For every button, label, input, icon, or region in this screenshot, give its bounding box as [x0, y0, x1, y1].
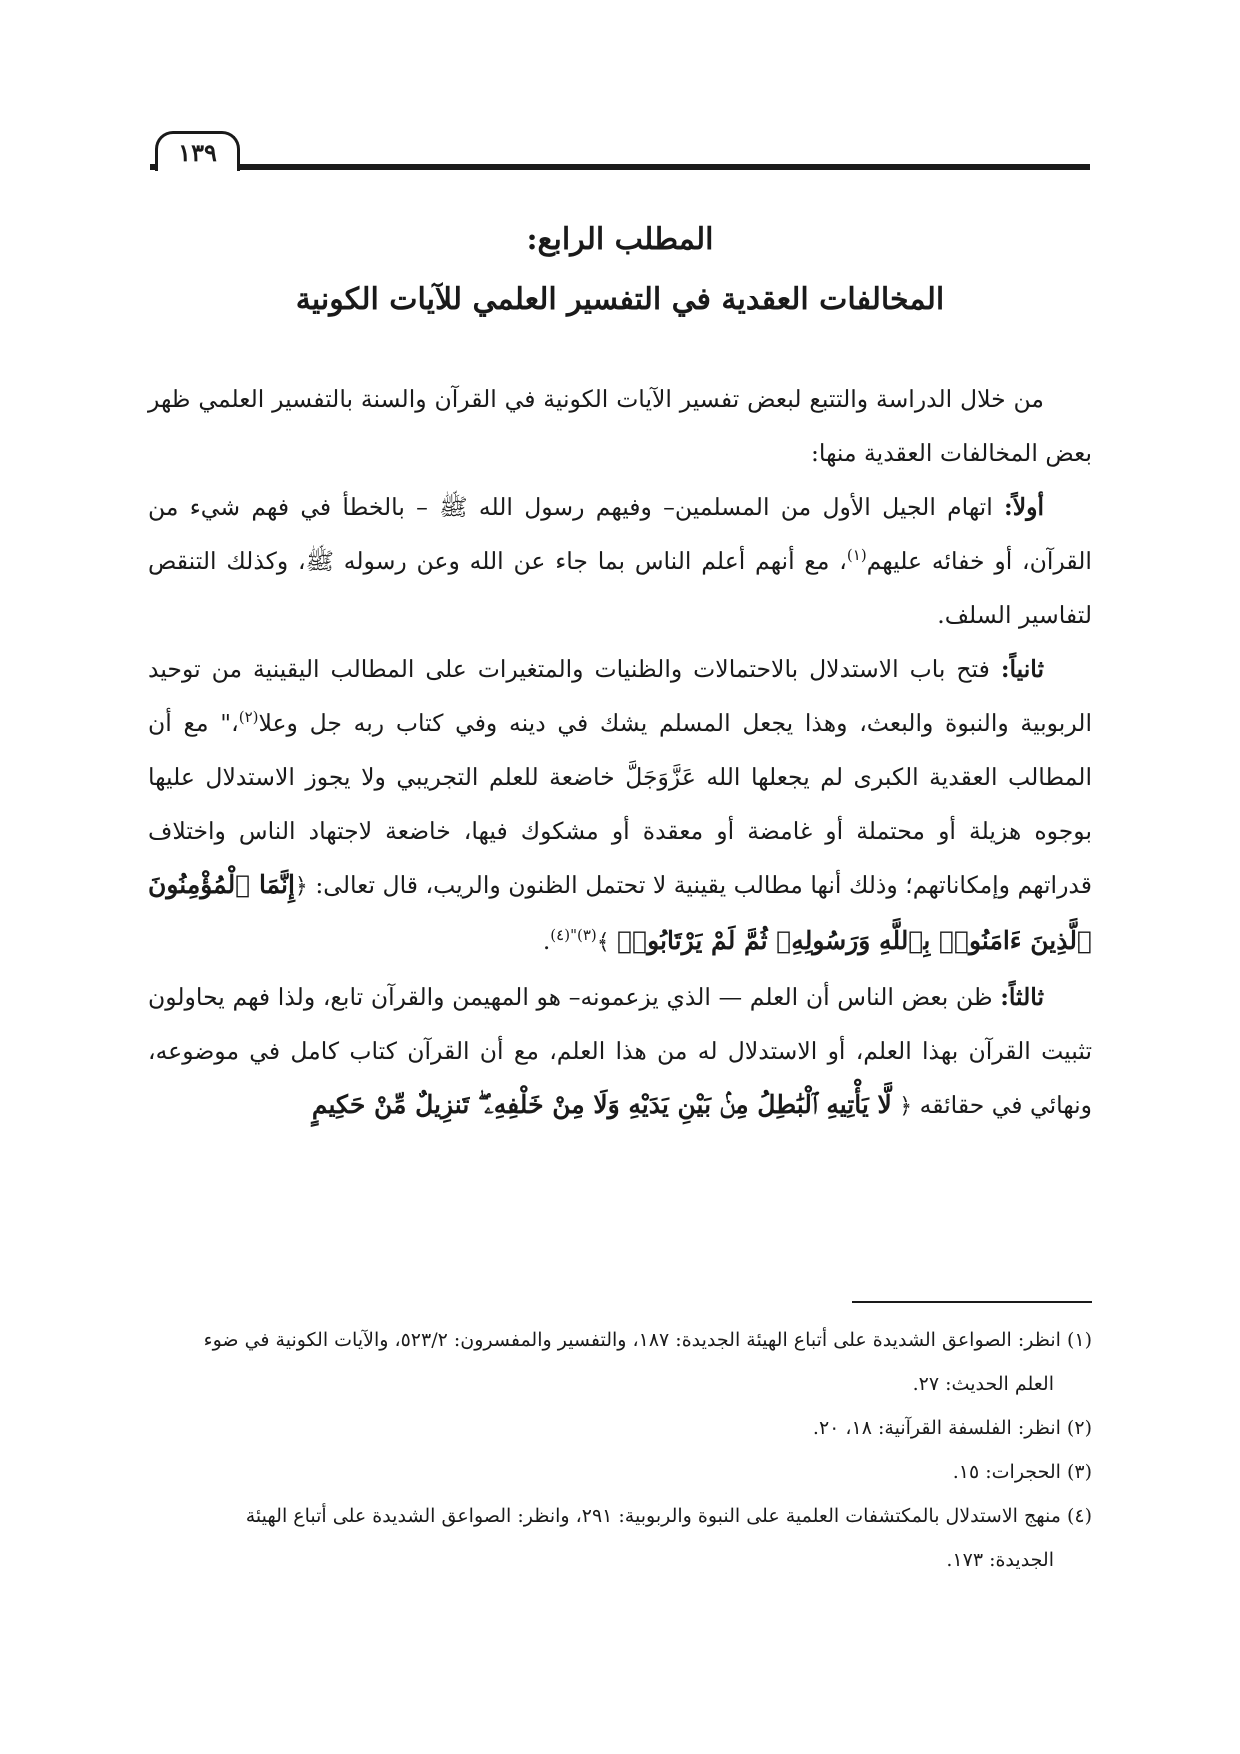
salawat-glyph: ﷺ	[305, 547, 334, 575]
footnotes	[148, 1320, 1092, 1584]
footnote-4: (٤) منهج الاستدلال بالمكتشفات العلمية على النبوة والربوبية: ٢٩١، وانظر: الصواعق الشديدة على أتباع الهيئة	[245, 1505, 1092, 1527]
point-one-paragraph	[148, 480, 1092, 642]
point-one-text-d: ، وكذلك التنقص لتفاسير السلف.	[148, 547, 1092, 629]
quran-ornament-close: ﴾	[596, 930, 610, 955]
footnote-rule	[852, 1301, 1092, 1303]
footnote-3: (٣) الحجرات: ١٥.	[952, 1461, 1092, 1483]
azza-wa-jalla-glyph: عَزَّوَجَلَّ	[625, 763, 696, 791]
point-two-text-b: ،" مع أن المطالب العقدية الكبرى لم يجعلها الله	[148, 709, 1092, 791]
quran-verse-fussilat: لَّا يَأْتِيهِ ٱلْبَٰطِلُ مِنۢ بَيْنِ يَدَيْهِ وَلَا مِنْ خَلْفِهِۦ ۖ تَنزِيلٌ مِّنْ حَكِيمٍ	[311, 1090, 892, 1119]
section-label: المطلب الرابع:	[526, 222, 714, 257]
salawat-glyph: ﷺ	[439, 493, 468, 521]
point-one-text-a: اتهام الجيل الأول من المسلمين– وفيهم رسول الله	[478, 493, 993, 521]
footnote-ref-4: (٤)	[550, 926, 571, 945]
footnote-ref-3: (٣)"	[570, 926, 597, 945]
point-three-lead: ثالثاً:	[1000, 983, 1044, 1011]
body-text	[148, 372, 1092, 1134]
point-two-end: .	[542, 927, 551, 955]
point-two-text-c: خاضعة للعلم التجريبي ولا يجوز الاستدلال عليها بوجوه هزيلة أو محتملة أو غامضة أو معقدة أو مشكوك فيها، خاضعة لاجتهاد الناس واختلاف قدراتهم وإمكاناتهم؛ وذلك أنها مطالب يقينية لا تحتمل الظنون والريب، قال تعالى:	[148, 763, 1092, 899]
footnote-4-continued: الجديدة: ١٧٣.	[946, 1549, 1054, 1571]
point-three-paragraph	[148, 970, 1092, 1134]
point-two-paragraph	[148, 642, 1092, 970]
point-three-text-a: ظن بعض الناس أن العلم — الذي يزعمونه– هو المهيمن والقرآن تابع، ولذا فهم يحاولون تثبيت القرآن بهذا العلم، أو الاستدلال له من هذا العلم، مع أن القرآن كتاب كامل في موضوعه، ونهائي في حقائقه	[148, 983, 1092, 1119]
footnote-2: (٢) انظر: الفلسفة القرآنية: ١٨، ٢٠.	[812, 1417, 1092, 1439]
quran-verse-hujurat: إِنَّمَا ٱلْمُؤْمِنُونَ ٱلَّذِينَ ءَامَنُوا۟ بِٱللَّهِ وَرَسُولِهِۦ ثُمَّ لَمْ يَرْتَابُوا۟	[148, 870, 1092, 955]
quran-ornament-open: ﴿	[294, 874, 308, 899]
point-one-text-c: ، مع أنهم أعلم الناس بما جاء عن الله وعن رسوله	[343, 547, 847, 575]
point-one-text-b: – بالخطأ في فهم شيء من القرآن، أو خفائه عليهم	[148, 493, 1092, 575]
point-one-lead: أولاً:	[1004, 493, 1044, 521]
page-number: ١٣٩	[155, 131, 240, 171]
footnote-ref-1: (١)	[846, 546, 867, 565]
quran-ornament-open: ﴿	[899, 1094, 913, 1119]
footnote-ref-2: (٢)	[238, 708, 259, 727]
section-title: المخالفات العقدية في التفسير العلمي للآيات الكونية	[295, 282, 945, 317]
footnote-1-continued: العلم الحديث: ٢٧.	[912, 1373, 1054, 1395]
footnote-1: (١) انظر: الصواعق الشديدة على أتباع الهيئة الجديدة: ١٨٧، والتفسير والمفسرون: ٥٢٣/٢، والآيات الكونية في ضوء	[203, 1329, 1092, 1351]
intro-paragraph: من خلال الدراسة والتتبع لبعض تفسير الآيات الكونية في القرآن والسنة بالتفسير العلمي ظهر بعض المخالفات العقدية منها:	[148, 385, 1092, 467]
point-two-text-a: فتح باب الاستدلال بالاحتمالات والظنيات والمتغيرات على المطالب اليقينية من توحيد الربوبية والنبوة والبعث، وهذا يجعل المسلم يشك في دينه وفي كتاب ربه جل وعلا	[148, 655, 1092, 737]
header-rule	[150, 164, 1090, 170]
point-two-lead: ثانياً:	[1000, 655, 1044, 683]
